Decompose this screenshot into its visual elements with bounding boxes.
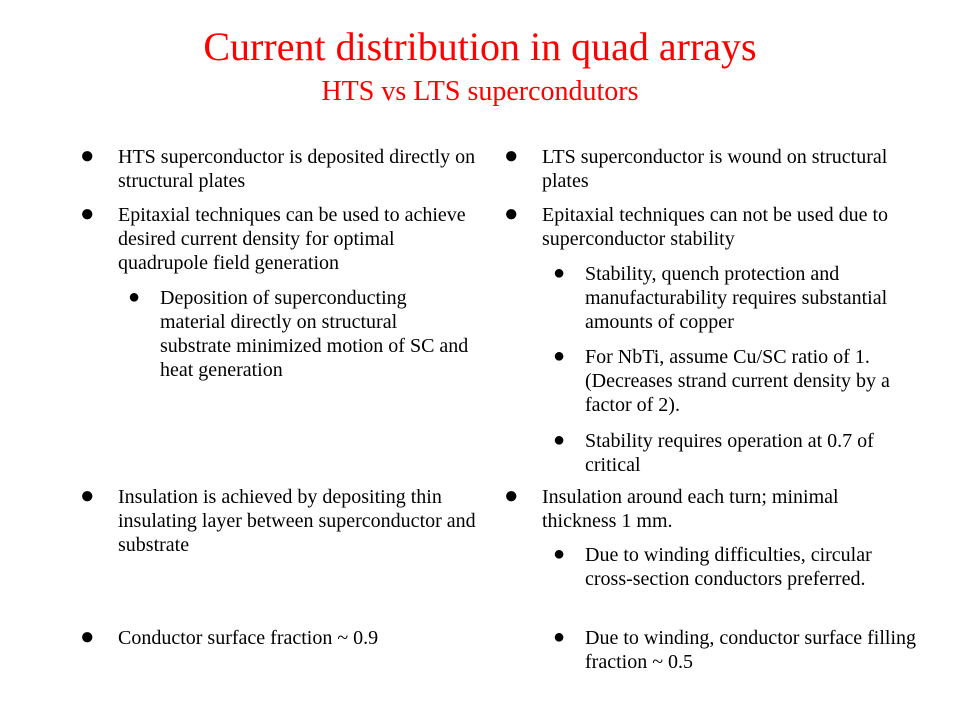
bullet-icon: ●	[80, 624, 95, 650]
bullet-icon: ●	[553, 543, 566, 565]
right-subbullet-stability-copper	[553, 262, 915, 334]
bullet-icon: ●	[80, 483, 95, 509]
left-bullet-hts-deposited	[80, 143, 478, 193]
right-bullet-epitaxial-not-used	[504, 201, 902, 251]
bullet-icon: ●	[553, 262, 566, 284]
left-subbullet-deposition	[128, 286, 470, 382]
left-bullet-surface-fraction	[80, 624, 478, 650]
bullet-icon: ●	[80, 143, 95, 169]
bullet-text: Deposition of superconducting material directly on structural substrate minimized motion of SC and heat generation	[160, 287, 469, 381]
bullet-text: HTS superconductor is deposited directly on structural plates	[118, 146, 476, 192]
bullet-icon: ●	[80, 201, 95, 227]
bullet-icon: ●	[128, 286, 141, 308]
bullet-icon: ●	[553, 626, 566, 648]
right-subbullet-operation-critical	[553, 429, 915, 477]
bullet-text: For NbTi, assume Cu/SC ratio of 1. (Decreases strand current density by a factor of 2).	[585, 346, 890, 416]
bullet-text: Insulation around each turn; minimal thickness 1 mm.	[542, 486, 839, 532]
right-subbullet-nbti-ratio	[553, 345, 915, 417]
bullet-text: Stability requires operation at 0.7 of critical	[585, 430, 874, 476]
slide-subtitle: HTS vs LTS supercondutors	[321, 76, 639, 107]
bullet-text: Insulation is achieved by depositing thin insulating layer between superconductor and substrate	[118, 486, 476, 556]
bullet-icon: ●	[553, 345, 566, 367]
bullet-text: Epitaxial techniques can be used to achieve desired current density for optimal quadrupole field generation	[118, 204, 466, 274]
slide-title: Current distribution in quad arrays	[203, 24, 757, 69]
bullet-icon: ●	[504, 143, 519, 169]
bullet-text: LTS superconductor is wound on structural plates	[542, 146, 888, 192]
bullet-text: Due to winding difficulties, circular cross-section conductors preferred.	[585, 544, 872, 590]
bullet-text: Conductor surface fraction ~ 0.9	[118, 627, 379, 649]
bullet-text: Epitaxial techniques can not be used due to superconductor stability	[542, 204, 889, 250]
bullet-text: Stability, quench protection and manufacturability requires substantial amounts of copper	[585, 263, 888, 333]
right-bullet-insulation-turn	[504, 483, 902, 533]
right-bullet-lts-wound	[504, 143, 902, 193]
bullet-text: Due to winding, conductor surface filling fraction ~ 0.5	[585, 627, 917, 673]
bullet-icon: ●	[504, 483, 519, 509]
right-subbullet-winding-difficulties	[553, 543, 915, 591]
bullet-icon: ●	[504, 201, 519, 227]
right-subbullet-filling-fraction	[553, 626, 925, 674]
bullet-icon: ●	[553, 429, 566, 451]
left-bullet-epitaxial	[80, 201, 478, 275]
left-bullet-insulation	[80, 483, 478, 557]
